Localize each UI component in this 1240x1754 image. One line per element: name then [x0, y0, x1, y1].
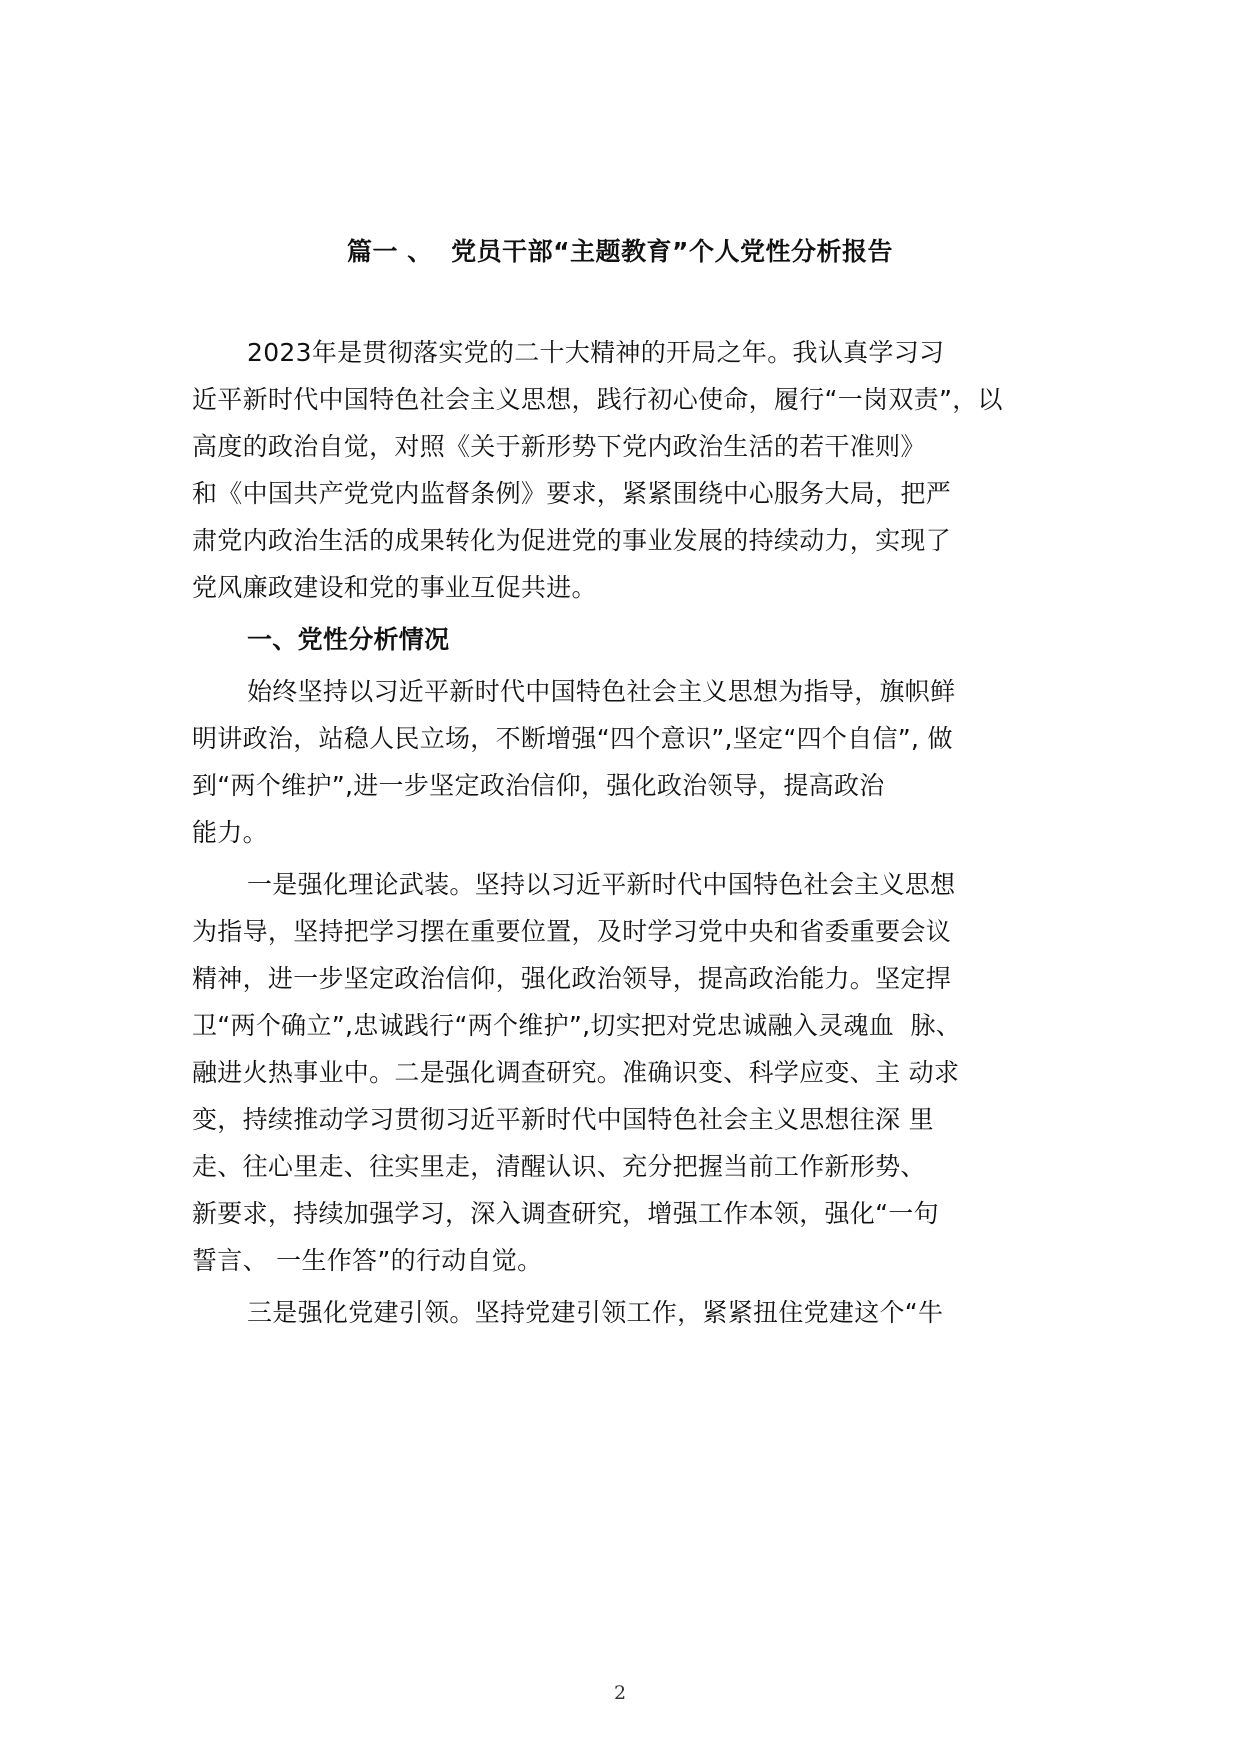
paragraph-4-line-1: 三是强化党建引领。坚持党建引领工作，紧紧扭住党建这个“牛	[247, 1298, 944, 1327]
paragraph-3-line-5: 融进火热事业中。二是强化调查研究。准确识变、科学应变、主 动求	[192, 1058, 960, 1087]
paragraph-3-line-1: 一是强化理论武装。坚持以习近平新时代中国特色社会主义思想	[247, 870, 956, 899]
document-title: 篇一 、 党员干部“主题教育”个人党性分析报告	[347, 237, 893, 266]
paragraph-3-line-9: 誓言、 一生作答”的行动自觉。	[192, 1246, 543, 1275]
section-heading: 一、党性分析情况	[247, 625, 450, 654]
paragraph-3-line-7: 走、往心里走、往实里走，清醒认识、充分把握当前工作新形势、	[192, 1152, 926, 1181]
paragraph-1-line-2: 近平新时代中国特色社会主义思想，践行初心使命，履行“一岗双责”，以	[192, 385, 1003, 414]
paragraph-3-line-4: 卫“两个确立”,忠诚践行“两个维护”,切实把对党忠诚融入灵魂血 脉、	[192, 1011, 962, 1040]
paragraph-1-line-3: 高度的政治自觉，对照《关于新形势下党内政治生活的若干准则》	[192, 432, 926, 461]
paragraph-2-line-3: 到“两个维护”,进一步坚定政治信仰，强化政治领导，提高政治	[192, 771, 885, 800]
paragraph-1-line-4: 和《中国共产党党内监督条例》要求，紧紧围绕中心服务大局，把严	[192, 479, 952, 508]
paragraph-3-line-3: 精神，进一步坚定政治信仰，强化政治领导，提高政治能力。坚定捍	[192, 964, 952, 993]
paragraph-3-line-6: 变，持续推动学习贯彻习近平新时代中国特色社会主义思想往深 里	[192, 1105, 934, 1134]
paragraph-1-line-5: 肃党内政治生活的成果转化为促进党的事业发展的持续动力，实现了	[192, 526, 952, 555]
paragraph-1-line-6: 党风廉政建设和党的事业互促共进。	[192, 573, 597, 602]
paragraph-2-line-1: 始终坚持以习近平新时代中国特色社会主义思想为指导，旗帜鲜	[247, 677, 956, 706]
paragraph-1-line-1: 2023年是贯彻落实党的二十大精神的开局之年。我认真学习习	[247, 338, 945, 367]
paragraph-3-line-2: 为指导，坚持把学习摆在重要位置，及时学习党中央和省委重要会议	[192, 917, 952, 946]
page-number: 2	[613, 1682, 627, 1704]
paragraph-3-line-8: 新要求，持续加强学习，深入调查研究，增强工作本领，强化“一句	[192, 1199, 939, 1228]
paragraph-2-line-4: 能力。	[192, 818, 268, 847]
paragraph-2-line-2: 明讲政治，站稳人民立场，不断增强“四个意识”,坚定“四个自信”, 做	[192, 724, 953, 753]
